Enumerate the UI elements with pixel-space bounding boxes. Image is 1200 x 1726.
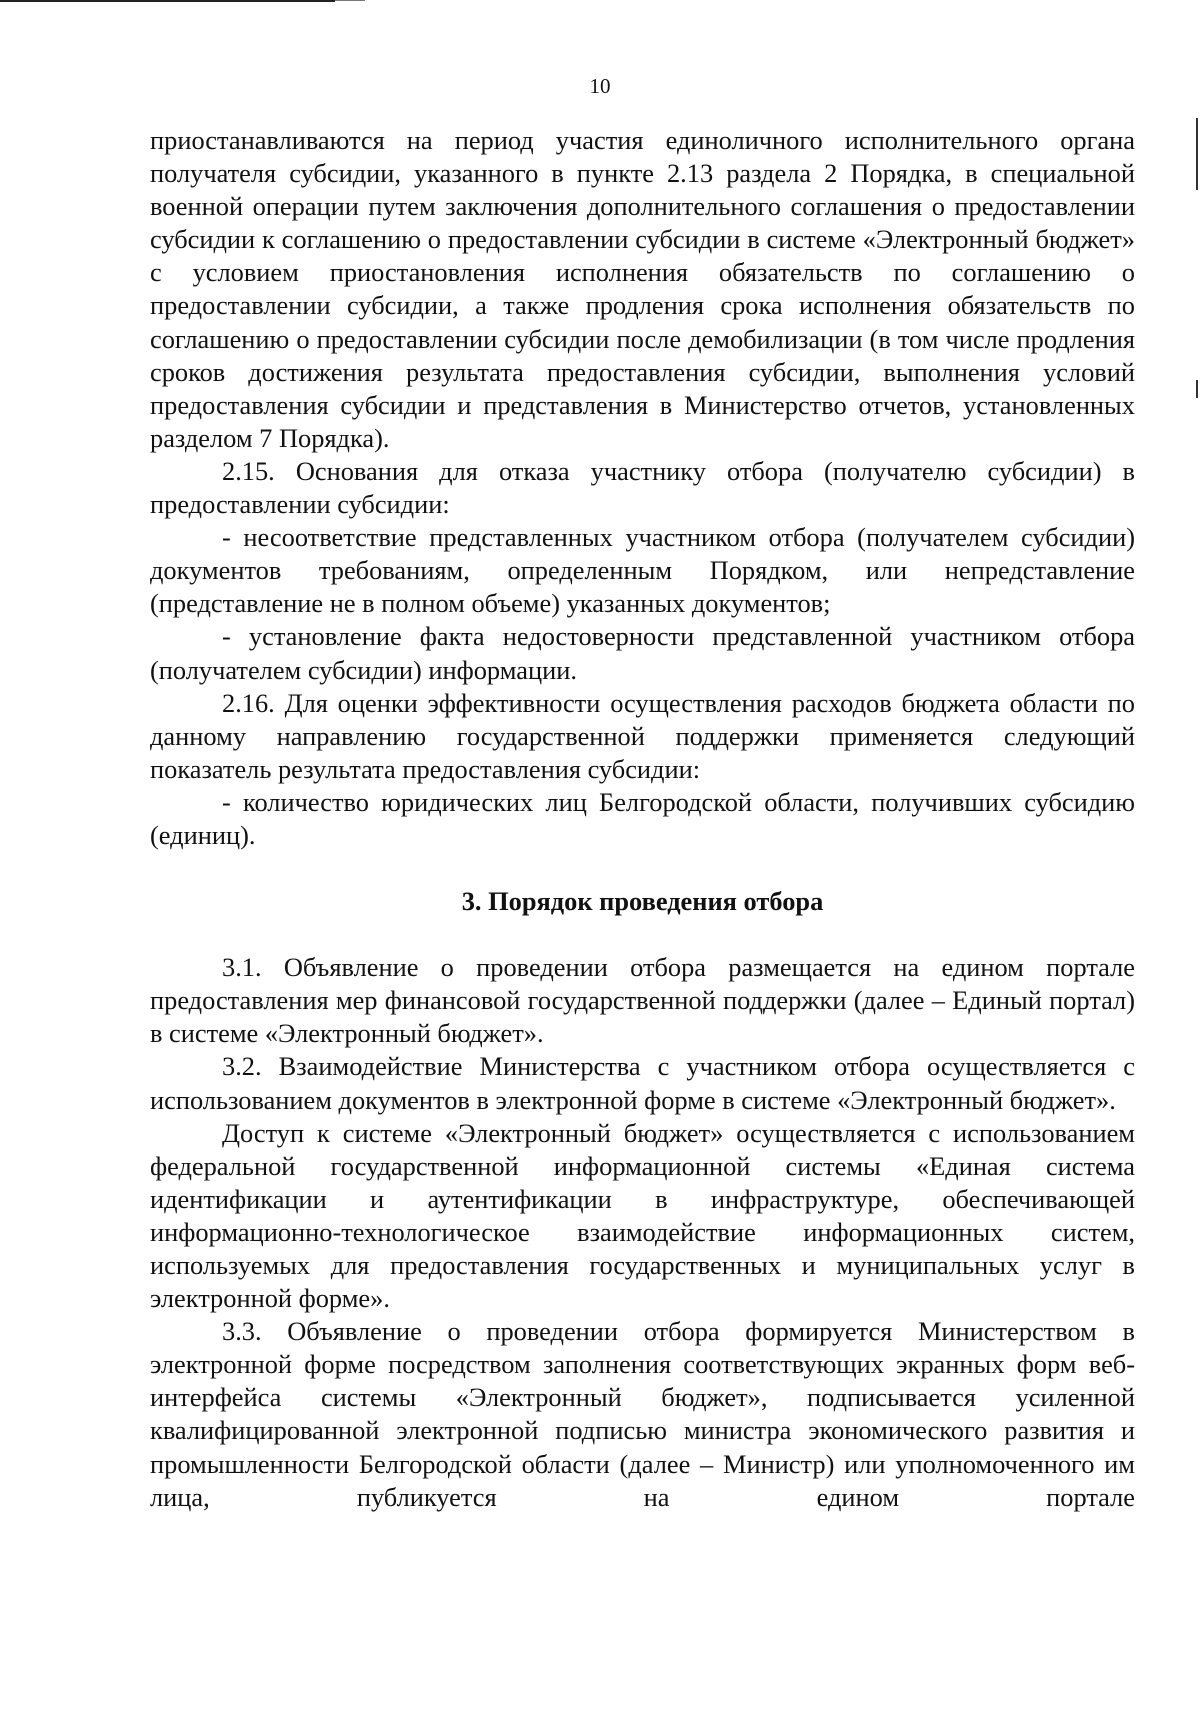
list-item-unreliable-info: - установление факта недостоверности представленной участником отбора (получателем субсидии) информации. xyxy=(150,621,1135,685)
list-item-indicator: - количество юридических лиц Белгородской области, получивших субсидию (единиц). xyxy=(150,786,1135,850)
scan-margin-mark xyxy=(1196,118,1198,190)
paragraph-3-1: 3.1. Объявление о проведении отбора размещается на едином портале предоставления мер финансовой государственной поддержки (далее – Единый портал) в системе «Электронный бюджет». xyxy=(150,952,1135,1049)
paragraph-continuation: приостанавливаются на период участия единоличного исполнительного органа получателя субсидии, указанного в пункте 2.13 раздела 2 Порядка, в специальной военной операции путем заключения дополнительного соглашения о предоставлении субсидии к соглашению о предоставлении субсидии в системе «Электронный бюджет» с условием приостановления исполнения обязательств по соглашению о предоставлении субсидии, а также продления срока исполнения обязательств по соглашению о предоставлении субсидии после демобилизации (в том числе продления сроков достижения результата предоставления субсидии, выполнения условий предоставления субсидии и представления в Министерство отчетов, установленных разделом 7 Порядка). xyxy=(150,125,1135,453)
paragraph-2-16: 2.16. Для оценки эффективности осуществления расходов бюджета области по данному направлению государственной поддержки применяется следующий показатель результата предоставления субсидии: xyxy=(150,687,1135,784)
list-item-mismatch: - несоответствие представленных участником отбора (получателем субсидии) документов требованиям, определенным Порядком, или непредставление (представление не в полном объеме) указанных документов; xyxy=(150,522,1135,619)
paragraph-access: Доступ к системе «Электронный бюджет» осуществляется с использованием федеральной государственной информационной системы «Единая система идентификации и аутентификации в инфраструктуре, обеспечивающей информационно-технологическое взаимодействие информационных систем, используемых для предоставления государственных и муниципальных услуг в электронной форме». xyxy=(150,1117,1135,1314)
paragraph-3-2: 3.2. Взаимодействие Министерства с участником отбора осуществляется с использованием документов в электронной форме в системе «Электронный бюджет». xyxy=(150,1051,1135,1115)
page-number: 10 xyxy=(589,74,611,98)
scan-edge-line xyxy=(0,0,335,2)
document-body xyxy=(150,124,1135,1514)
paragraph-3-3: 3.3. Объявление о проведении отбора формируется Министерством в электронной форме посредством заполнения соответствующих экранных форм веб-интерфейса системы «Электронный бюджет», подписывается усиленной квалифицированной электронной подписью министра экономического развития и промышленности Белгородской области (далее – Министр) или уполномоченного им лица, публикуется на едином портале xyxy=(150,1316,1135,1512)
section-title: 3. Порядок проведения отбора xyxy=(461,886,824,917)
scan-edge-line-thin xyxy=(335,0,365,1)
scan-margin-mark xyxy=(1196,380,1198,398)
paragraph-2-15: 2.15. Основания для отказа участнику отбора (получателю субсидии) в предоставлении субсидии: xyxy=(150,455,1135,520)
